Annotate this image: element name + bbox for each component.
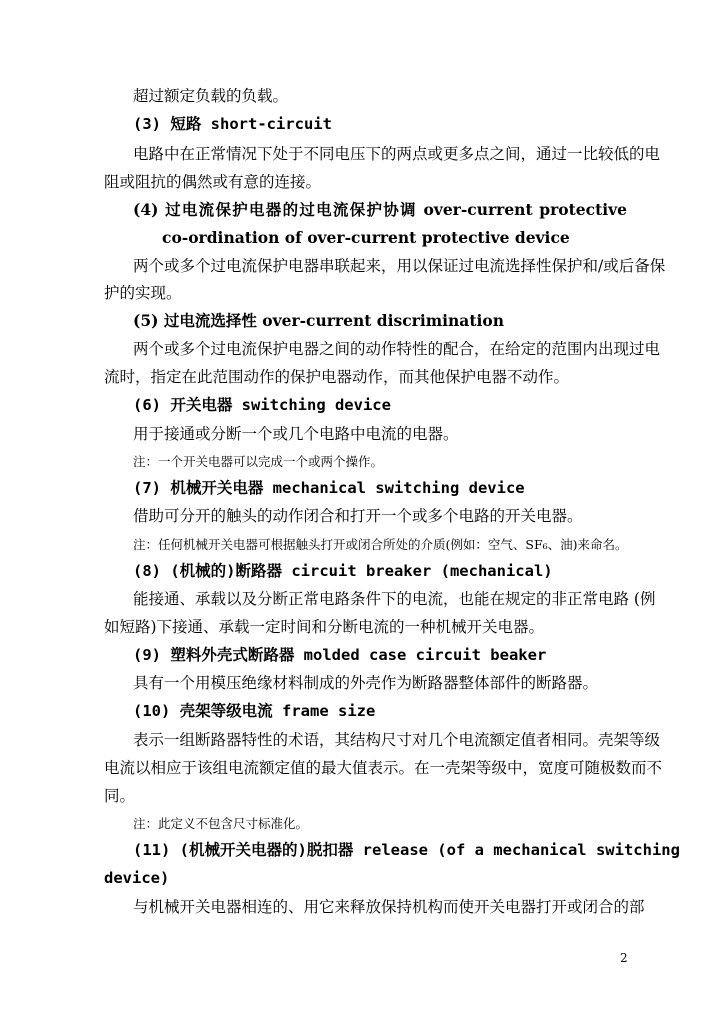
definition-line: 同。 — [104, 787, 136, 805]
definition-line: 具有一个用模压绝缘材料制成的外壳作为断路器整体部件的断路器。 — [133, 674, 599, 692]
term-heading-4: (4) 过电流保护电器的过电流保护协调 over-current protective — [133, 200, 627, 219]
term-heading-11-cont: device) — [104, 869, 170, 887]
text-line: 超过额定负载的负载。 — [133, 87, 289, 105]
term-heading-3: (3) 短路 short-circuit — [133, 115, 332, 133]
term-heading-8: (8) (机械的)断路器 circuit breaker (mechanical) — [133, 562, 553, 580]
term-heading-10: (10) 壳架等级电流 frame size — [133, 702, 376, 720]
note-line: 注：任何机械开关电器可根据触头打开或闭合所处的介质(例如：空气、SF₆、油)来命名。 — [133, 537, 628, 552]
definition-line: 阻或阻抗的偶然或有意的连接。 — [104, 173, 322, 191]
definition-line: 流时，指定在此范围动作的保护电器动作，而其他保护电器不动作。 — [104, 368, 570, 386]
definition-line: 能接通、承载以及分断正常电路条件下的电流，也能在规定的非正常电路 (例 — [133, 590, 656, 608]
definition-line: 两个或多个过电流保护电器串联起来，用以保证过电流选择性保护和/或后备保 — [133, 257, 666, 275]
definition-line: 电流以相应于该组电流额定值的最大值表示。在一壳架等级中，宽度可随极数而不 — [104, 759, 663, 777]
definition-line: 两个或多个过电流保护电器之间的动作特性的配合，在给定的范围内出现过电 — [133, 340, 661, 358]
page-number: 2 — [620, 951, 628, 965]
definition-line: 表示一组断路器特性的术语，其结构尺寸对几个电流额定值者相同。壳架等级 — [133, 731, 661, 749]
note-line: 注：此定义不包含尺寸标准化。 — [133, 816, 309, 831]
term-heading-7: (7) 机械开关电器 mechanical switching device — [133, 479, 525, 497]
term-heading-6: (6) 开关电器 switching device — [133, 396, 391, 414]
term-heading-4-cont: co-ordination of over-current protective device — [162, 228, 570, 247]
definition-line: 用于接通或分断一个或几个电路中电流的电器。 — [133, 425, 459, 443]
term-heading-5: (5) 过电流选择性 over-current discrimination — [133, 311, 504, 330]
note-line: 注：一个开关电器可以完成一个或两个操作。 — [133, 454, 384, 469]
definition-line: 与机械开关电器相连的、用它来释放保持机构而使开关电器打开或闭合的部 — [133, 898, 645, 916]
definition-line: 护的实现。 — [104, 284, 182, 302]
definition-line: 电路中在正常情况下处于不同电压下的两点或更多点之间，通过一比较低的电 — [133, 145, 661, 163]
definition-line: 如短路)下接通、承载一定时间和分断电流的一种机械开关电器。 — [104, 618, 545, 636]
term-heading-11: (11) (机械开关电器的)脱扣器 release (of a mechanical switching — [133, 841, 680, 859]
term-heading-9: (9) 塑料外壳式断路器 molded case circuit beaker — [133, 646, 547, 664]
definition-line: 借助可分开的触头的动作闭合和打开一个或多个电路的开关电器。 — [133, 507, 583, 525]
